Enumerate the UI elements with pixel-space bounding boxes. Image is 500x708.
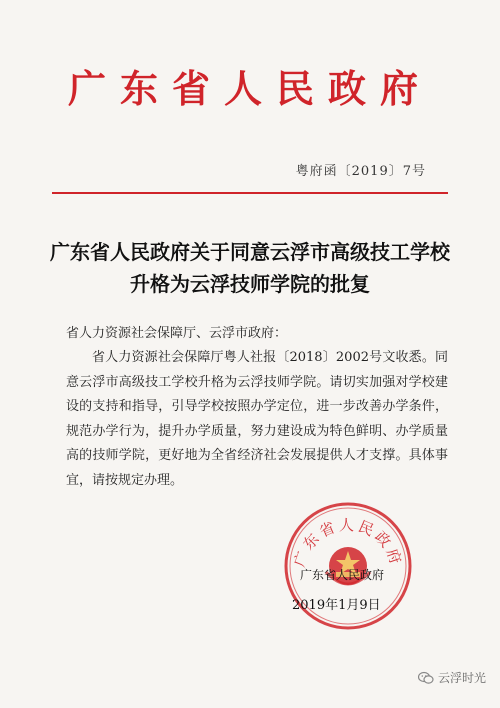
addressee: 省人力资源社会保障厅、云浮市政府： <box>66 326 288 341</box>
title-line-2: 升格为云浮技师学院的批复 <box>130 272 370 296</box>
masthead-title: 广东省人民政府 <box>67 67 432 111</box>
title-line-1: 广东省人民政府关于同意云浮市高级技工学校 <box>50 240 450 264</box>
watermark <box>418 669 486 686</box>
body-text: 省人力资源社会保障厅粤人社报〔2018〕2002号文收悉。同意云浮市高级技工学校升格为云浮技师学院。请切实加强对学校建设的支持和指导，引导学校按照办学定位，进一步改善办学条件，规范办学行为，提升办学质量，努力建设成为特色鲜明、办学质量高的技师学院，更好地为全省经济社会发展提供人才支撑。具体事宜，请按规定办理。 <box>66 350 448 488</box>
signature: 广东省人民政府 <box>300 568 385 582</box>
document-number: 粤府函〔2019〕7号 <box>295 164 426 179</box>
document-date: 2019年1月9日 <box>292 598 381 613</box>
svg-text:广东省人民政府: 广东省人民政府 <box>290 516 406 570</box>
red-divider <box>52 192 448 194</box>
wechat-icon <box>418 671 434 685</box>
document-title <box>0 236 500 300</box>
watermark-text: 云浮时光 <box>437 671 486 685</box>
